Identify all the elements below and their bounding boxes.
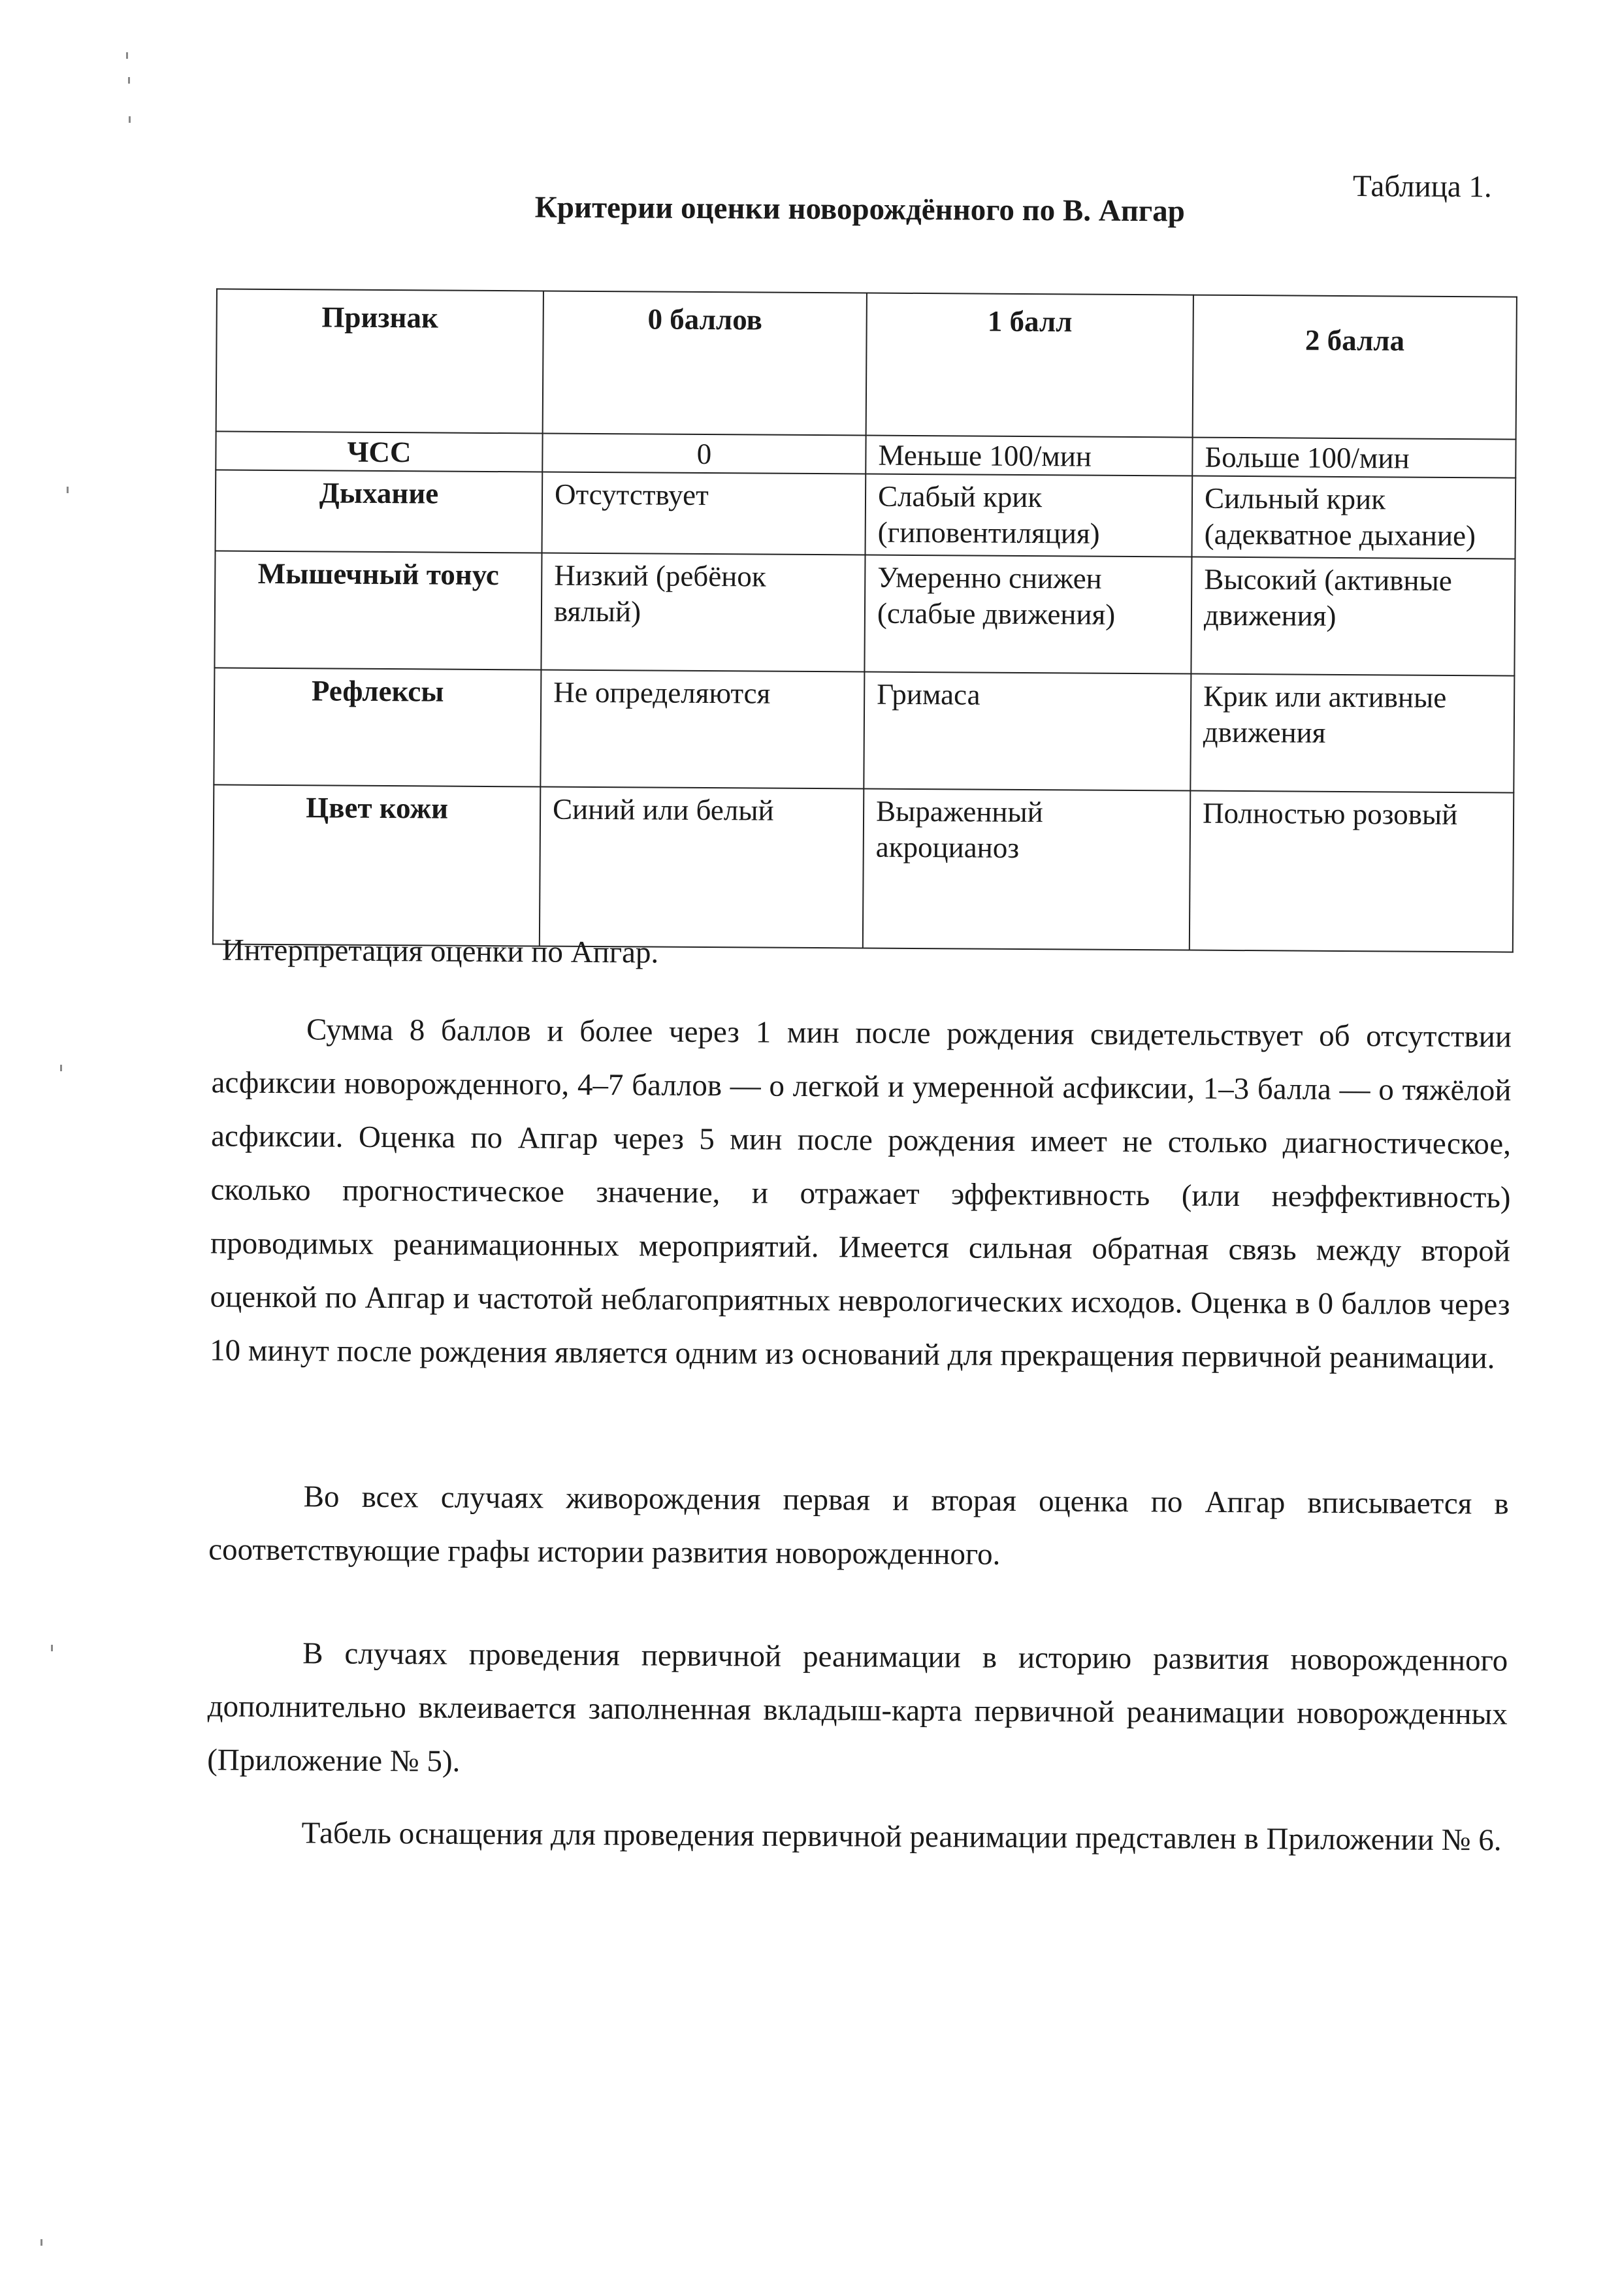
- scan-speck: [129, 116, 131, 123]
- scan-speck: [126, 52, 128, 59]
- table-cell: Выраженный акроцианоз: [863, 788, 1190, 950]
- table-cell: Синий или белый: [540, 786, 864, 948]
- apgar-table: [212, 288, 1517, 952]
- interpretation-title: Интерпретация оценки по Апгар.: [221, 933, 659, 970]
- table-row: [216, 470, 1516, 558]
- row-sign-cell: Рефлексы: [214, 668, 541, 786]
- header-cell-2-points: 2 балла: [1193, 295, 1517, 440]
- table-cell: Сильный крик (адекватное дыхание): [1191, 476, 1515, 559]
- table-row: [213, 784, 1514, 952]
- row-sign-cell: Цвет кожи: [213, 784, 540, 946]
- row-sign-cell: Мышечный тонус: [214, 551, 542, 670]
- paragraph-live-birth: Во всех случаях живорождения первая и вторая оценка по Апгар вписывается в соответствующие графы истории развития новорожденного.: [208, 1479, 1509, 1572]
- header-cell-1-point: 1 балл: [866, 293, 1193, 438]
- header-cell-sign: Признак: [216, 289, 543, 433]
- table-cell: Крик или активные движения: [1190, 674, 1514, 793]
- table-cell: Отсутствует: [542, 472, 866, 555]
- paragraph-resuscitation-card: В случаях проведения первичной реанимации в историю развития новорожденного дополнительно вклеивается заполненная вкладыш-карта первичной реанимации новорожденных (Приложение № 5).: [207, 1636, 1508, 1779]
- table-cell: 0: [542, 433, 866, 474]
- table-cell: Высокий (активные движения): [1191, 557, 1515, 676]
- paragraph-equipment: Табель оснащения для проведения первичной реанимации представлен в Приложении № 6.: [301, 1816, 1502, 1858]
- table-cell: Гримаса: [864, 671, 1191, 790]
- table-cell: Умеренно снижен (слабые движения): [864, 555, 1191, 673]
- table-cell: Полностью розовый: [1190, 791, 1514, 952]
- header-cell-0-points: 0 баллов: [543, 291, 867, 435]
- table-header-row: [216, 289, 1517, 439]
- table-title: Критерии оценки новорождённого по В. Апгар: [534, 190, 1186, 229]
- scan-speck: [67, 487, 69, 493]
- row-sign-cell: Дыхание: [216, 470, 543, 553]
- table-number: Таблица 1.: [1352, 169, 1492, 204]
- table-cell: Меньше 100/мин: [866, 436, 1192, 476]
- table-cell: Не определяются: [540, 670, 864, 788]
- scan-speck: [40, 2239, 42, 2246]
- scan-speck: [128, 77, 130, 84]
- paragraph-apgar-interpretation: Сумма 8 баллов и более через 1 мин после рождения свидетельствует об отсутствии асфиксии новорожденного, 4–7 баллов — о легкой и умеренной асфиксии, 1–3 балла — о тяжёлой асфиксии. Оценка по Апгар через 5 мин после рождения имеет не столько диагностическое, сколько прогностическое значение, и отражает эффективность (или неэффективность) проводимых реанимационных мероприятий. Имеется сильная обратная связь между второй оценкой по Апгар и частотой неблагоприятных неврологических исходов. Оценка в 0 баллов через 10 минут после рождения является одним из оснований для прекращения первичной реанимации.: [209, 1012, 1512, 1376]
- table-row: [214, 551, 1515, 675]
- table-row: [214, 668, 1514, 792]
- row-sign-cell: ЧСС: [216, 431, 542, 472]
- table-cell: Слабый крик (гиповентиляция): [866, 474, 1193, 557]
- table-cell: Больше 100/мин: [1192, 438, 1515, 478]
- scan-speck: [51, 1645, 53, 1651]
- scan-speck: [60, 1065, 62, 1071]
- table-cell: Низкий (ребёнок вялый): [541, 553, 865, 671]
